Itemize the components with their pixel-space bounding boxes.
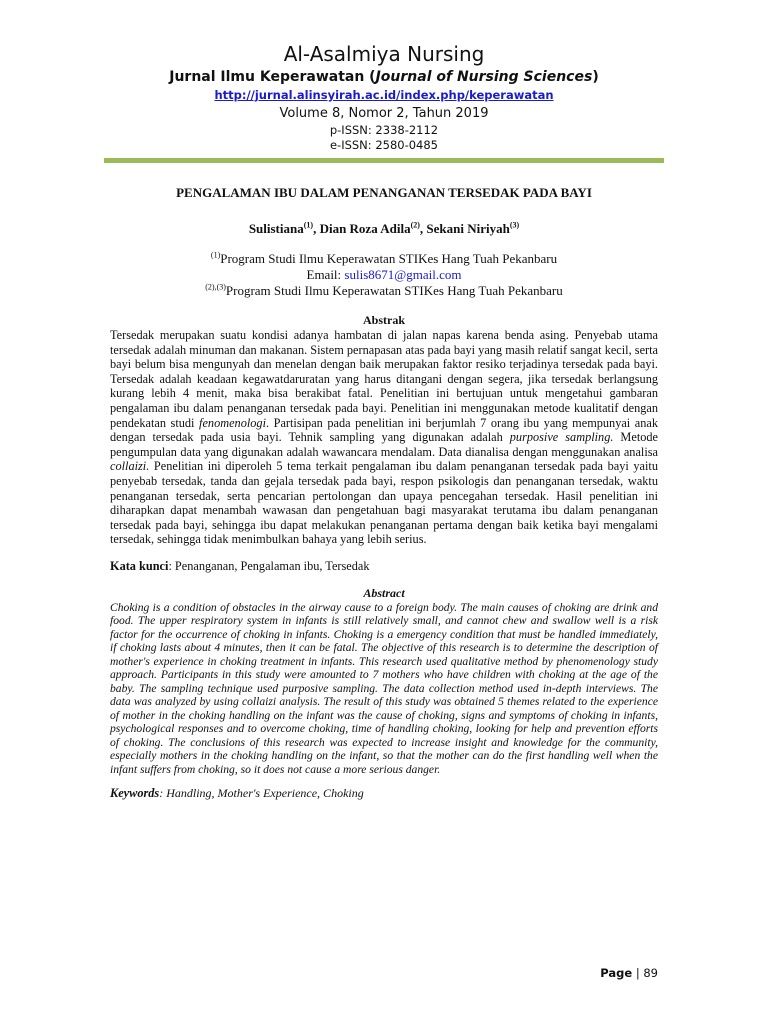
journal-volume: Volume 8, Nomor 2, Tahun 2019: [279, 106, 489, 121]
kata-kunci: [110, 559, 658, 574]
abstrak-text: Metode pengumpulan data yang digunakan adalah wawancara mendalam. Data dianalisa dengan menggunakan analisa: [110, 430, 658, 459]
abstrak-italic: fenomenologi: [199, 415, 266, 430]
kata-kunci-text: : Penanganan, Pengalaman ibu, Tersedak: [168, 558, 370, 573]
journal-subtitle-en: Journal of Nursing Sciences: [375, 69, 593, 85]
journal-subtitle-id: Jurnal Ilmu Keperawatan (: [169, 69, 376, 85]
journal-header: [0, 0, 768, 163]
page-number: 89: [643, 966, 658, 980]
abstrak-text: Penelitian ini diperoleh 5 tema terkait pengalaman ibu dalam penanganan tersedak pada bayi yaitu penyebab tersedak, tanda dan gejala tersedak pada bayi, respon psikologis dan penanganan tersedak, waktu penanganan tersedak, serta pencarian pertolongan dan upaya pencegahan tersedak. Hasil penelitian ini diharapkan dapat menambah wawasan dan pengetahuan bagi masyarakat terutama ibu dalam penanganan tersedak pada bayi, sehingga ibu dapat melakukan penanganan pertama dengan baik ketika bayi mengalami tersedak, sehingga tidak menimbulkan bahaya yang lebih serius.: [110, 459, 658, 547]
journal-subtitle-close: ): [592, 69, 599, 85]
e-issn: e-ISSN: 2580-0485: [329, 138, 439, 152]
article-title: PENGALAMAN IBU DALAM PENANGANAN TERSEDAK PADA BAYI: [176, 185, 592, 200]
author-name: Sulistiana: [248, 221, 304, 236]
abstrak-text: . Partisipan pada penelitian ini berjumlah 7 orang ibu yang mempunyai anak dengan tersedak pada usia bayi. Tehnik sampling yang digunakan adalah: [110, 415, 659, 445]
abstrak-italic: collaizi.: [110, 459, 150, 474]
abstrak-body: [110, 328, 658, 547]
page-separator: |: [632, 966, 644, 980]
email-line: [0, 267, 768, 283]
affiliation-2-sup: (2),(3): [205, 282, 226, 292]
author-list: [0, 221, 768, 237]
author-sup: (3): [509, 220, 520, 230]
author-sep: ,: [419, 221, 427, 236]
abstract-body: Choking is a condition of obstacles in the airway cause to a foreign body. The main causes of choking are drink and food. The upper respiratory system in infants is still relatively small, and cannot chew and swallow well is a risk factor for the occurrence of choking in infants. Choking is a emergency condition that must be handled immediately, if choking lasts about 4 minutes, then it can be fatal. The objective of this research is to determine the description of mother's experience in choking treatment in infants. This research used qualitative method by phenomenology study approach. Participants in this study were amounted to 7 mothers who have children with choking at the age of the baby. The sampling technique used purposive sampling. The data collection method used in-depth interviews. The data was analyzed by using collaizi analysis. The result of this study was obtained 5 themes related to the experience of mother in the choking handling on the infant was the cause of choking, signs and symptoms of choking in infants, psychological responses and to overcome choking, time of handling choking, looking for help and prevention efforts of choking. The conclusions of this research was expected to increase insight and knowledge for the community, especially mothers in the choking handling on the infant, so that the mother can do the first handling well when the infant suffers from choking, so it does not cause a more serious danger.: [110, 600, 658, 776]
author-name: Dian Roza Adila: [319, 221, 411, 236]
abstrak-text: Tersedak merupakan suatu kondisi adanya hambatan di jalan napas karena benda asing. Penyebab utama tersedak adalah minuman dan makanan. Sistem pernapasan atas pada bayi yang masih relatif sangat kecil, serta bayi belum bisa mengunyah dan menelan dengan baik merupakan faktor resiko terjadinya tersedak pada bayi. Tersedak adalah keadaan kegawatdaruratan yang harus ditangani dengan segera, jika tersedak berlangsung kurang lebih 4 menit, maka bisa berakibat fatal. Penelitian ini bertujuan untuk mengetahui gambaran pengalaman ibu dalam penanganan tersedak pada bayi. Penelitian ini menggunakan metode kualitatif dengan pendekatan studi: [110, 328, 658, 430]
author-sep: ,: [313, 221, 320, 236]
abstrak-heading: Abstrak: [362, 313, 405, 327]
affiliation-1-sup: (1): [210, 250, 221, 260]
affiliation-2-text: Program Studi Ilmu Keperawatan STIKes Hang Tuah Pekanbaru: [225, 283, 563, 298]
abstrak-italic: purposive sampling.: [509, 430, 614, 445]
affiliation-2: [0, 283, 768, 299]
abstract-heading: Abstract: [363, 585, 405, 600]
affiliation-1-text: Program Studi Ilmu Keperawatan STIKes Hang Tuah Pekanbaru: [220, 251, 558, 266]
email-link[interactable]: sulis8671@gmail.com: [344, 267, 462, 282]
page-label: Page: [600, 966, 633, 980]
keywords-label: Keywords: [110, 786, 160, 801]
header-divider: [104, 158, 664, 163]
journal-subtitle: [0, 68, 768, 86]
author-name: Sekani Niriyah: [426, 221, 510, 236]
p-issn: p-ISSN: 2338-2112: [329, 123, 439, 137]
author-sup: (1): [303, 220, 314, 230]
affiliation-1: [0, 251, 768, 267]
kata-kunci-label: Kata kunci: [110, 558, 169, 573]
keywords: [110, 786, 658, 801]
page-footer: [600, 966, 658, 980]
email-label: Email:: [306, 267, 345, 282]
keywords-text: : Handling, Mother's Experience, Choking: [159, 786, 364, 801]
author-sup: (2): [410, 220, 420, 230]
journal-url-link[interactable]: http://jurnal.alinsyirah.ac.id/index.php/keperawatan: [214, 88, 554, 102]
journal-name: Al-Asalmiya Nursing: [283, 42, 485, 66]
